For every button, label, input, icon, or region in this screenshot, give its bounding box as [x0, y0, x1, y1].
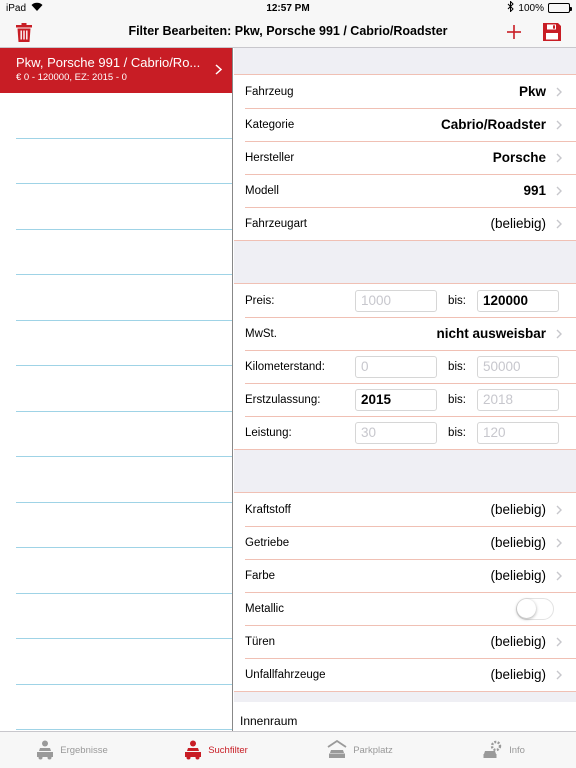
preis-to-input[interactable]: 120000	[477, 290, 559, 312]
row-value: (beliebig)	[490, 216, 546, 231]
bis-label: bis:	[448, 426, 466, 439]
chevron-right-icon	[552, 153, 566, 163]
row-label: MwSt.	[245, 327, 277, 340]
row-modell[interactable]	[234, 174, 576, 207]
row-value: (beliebig)	[490, 568, 546, 583]
tab-label: Info	[509, 744, 525, 756]
row-label: Kategorie	[245, 118, 295, 131]
gear-car-icon	[483, 740, 503, 760]
bis-label: bis:	[448, 294, 466, 307]
metallic-toggle[interactable]	[516, 598, 554, 620]
floppy-disk-icon	[542, 22, 562, 42]
row-leistung	[234, 416, 576, 449]
leistung-from-input[interactable]: 30	[355, 422, 437, 444]
row-value: Cabrio/Roadster	[440, 117, 546, 132]
save-button[interactable]	[540, 21, 564, 43]
tab-label: Suchfilter	[208, 744, 248, 756]
empty-list-row	[16, 321, 232, 367]
empty-list-row	[16, 503, 232, 549]
row-kilometerstand	[234, 350, 576, 383]
plus-icon	[506, 24, 522, 40]
row-unfallfahrzeuge[interactable]	[234, 658, 576, 691]
row-value: (beliebig)	[490, 667, 546, 682]
row-value: (beliebig)	[490, 634, 546, 649]
row-value: nicht ausweisbar	[436, 326, 546, 341]
section-header-innenraum: Innenraum	[234, 702, 576, 731]
row-label: Fahrzeugart	[245, 217, 308, 230]
bluetooth-icon	[507, 1, 514, 15]
tab-label: Parkplatz	[353, 744, 393, 756]
garage-car-icon	[327, 740, 347, 760]
tab-label: Ergebnisse	[60, 744, 108, 756]
device-label: iPad	[6, 2, 27, 14]
km-to-input[interactable]: 50000	[477, 356, 559, 378]
row-mwst[interactable]	[234, 317, 576, 350]
empty-list-row	[16, 93, 232, 139]
chevron-right-icon	[552, 120, 566, 130]
tab-parkplatz[interactable]	[288, 732, 432, 768]
ez-to-input[interactable]: 2018	[477, 389, 559, 411]
battery-percent: 100%	[518, 2, 544, 14]
details-group	[234, 492, 576, 692]
chevron-right-icon	[552, 637, 566, 647]
empty-list-row	[16, 639, 232, 685]
row-value: (beliebig)	[490, 502, 546, 517]
toggle-knob	[517, 599, 536, 618]
chevron-right-icon	[552, 329, 566, 339]
row-label: Metallic	[245, 602, 284, 615]
row-getriebe[interactable]	[234, 526, 576, 559]
row-erstzulassung	[234, 383, 576, 416]
km-from-input[interactable]: 0	[355, 356, 437, 378]
bis-label: bis:	[448, 393, 466, 406]
row-label: Kraftstoff	[245, 503, 291, 516]
chevron-right-icon	[552, 186, 566, 196]
filter-item-title: Pkw, Porsche 991 / Cabrio/Ro...	[16, 55, 201, 70]
range-group	[234, 283, 576, 450]
row-kategorie[interactable]	[234, 108, 576, 141]
row-metallic	[234, 592, 576, 625]
filter-list-sidebar	[0, 48, 233, 731]
empty-list-row	[16, 594, 232, 640]
row-label: Türen	[245, 635, 276, 648]
tab-bar	[0, 731, 576, 768]
empty-list-row	[16, 412, 232, 458]
bis-label: bis:	[448, 360, 466, 373]
empty-list-row	[16, 275, 232, 321]
chevron-right-icon	[552, 87, 566, 97]
row-label: Kilometerstand:	[245, 360, 325, 373]
empty-list-row	[16, 230, 232, 276]
vehicle-group	[234, 74, 576, 241]
row-farbe[interactable]	[234, 559, 576, 592]
chevron-right-icon	[552, 219, 566, 229]
row-label: Unfallfahrzeuge	[245, 668, 326, 681]
search-driver-icon	[184, 740, 202, 760]
chevron-right-icon	[552, 670, 566, 680]
filter-list-item-selected[interactable]	[0, 48, 232, 93]
leistung-to-input[interactable]: 120	[477, 422, 559, 444]
status-bar	[0, 0, 576, 16]
empty-list-row	[16, 139, 232, 185]
row-label: Farbe	[245, 569, 276, 582]
row-value: Pkw	[518, 84, 546, 99]
battery-icon	[548, 3, 570, 13]
row-preis	[234, 284, 576, 317]
empty-list-row	[16, 366, 232, 412]
row-value: Porsche	[492, 150, 546, 165]
row-label: Hersteller	[245, 151, 295, 164]
row-value: (beliebig)	[490, 535, 546, 550]
tab-ergebnisse[interactable]	[0, 732, 144, 768]
chevron-right-icon	[215, 62, 222, 80]
row-tueren[interactable]	[234, 625, 576, 658]
row-fahrzeugart[interactable]	[234, 207, 576, 240]
row-kraftstoff[interactable]	[234, 493, 576, 526]
empty-list-row	[16, 548, 232, 594]
row-label: Modell	[245, 184, 279, 197]
car-driver-icon	[36, 740, 54, 760]
chevron-right-icon	[552, 505, 566, 515]
chevron-right-icon	[552, 571, 566, 581]
preis-from-input[interactable]: 1000	[355, 290, 437, 312]
tab-info[interactable]	[432, 732, 576, 768]
row-label: Erstzulassung:	[245, 393, 321, 406]
navigation-bar	[0, 16, 576, 48]
add-button[interactable]	[502, 21, 526, 43]
row-label: Leistung:	[245, 426, 292, 439]
wifi-icon	[31, 2, 43, 14]
empty-list-row	[16, 184, 232, 230]
row-label: Preis:	[245, 294, 275, 307]
empty-list-row	[16, 457, 232, 503]
empty-list-row	[16, 685, 232, 731]
row-label: Getriebe	[245, 536, 290, 549]
row-value: 991	[523, 183, 546, 198]
ez-from-input[interactable]: 2015	[355, 389, 437, 411]
row-label: Fahrzeug	[245, 85, 294, 98]
tab-suchfilter[interactable]	[144, 732, 288, 768]
status-time: 12:57 PM	[266, 2, 310, 14]
row-hersteller[interactable]	[234, 141, 576, 174]
chevron-right-icon	[552, 538, 566, 548]
filter-item-subtitle: € 0 - 120000, EZ: 2015 - 0	[16, 72, 127, 83]
row-fahrzeug[interactable]	[234, 75, 576, 108]
page-title: Filter Bearbeiten: Pkw, Porsche 991 / Cabrio/Roadster	[128, 24, 448, 38]
filter-detail-panel	[234, 48, 576, 731]
